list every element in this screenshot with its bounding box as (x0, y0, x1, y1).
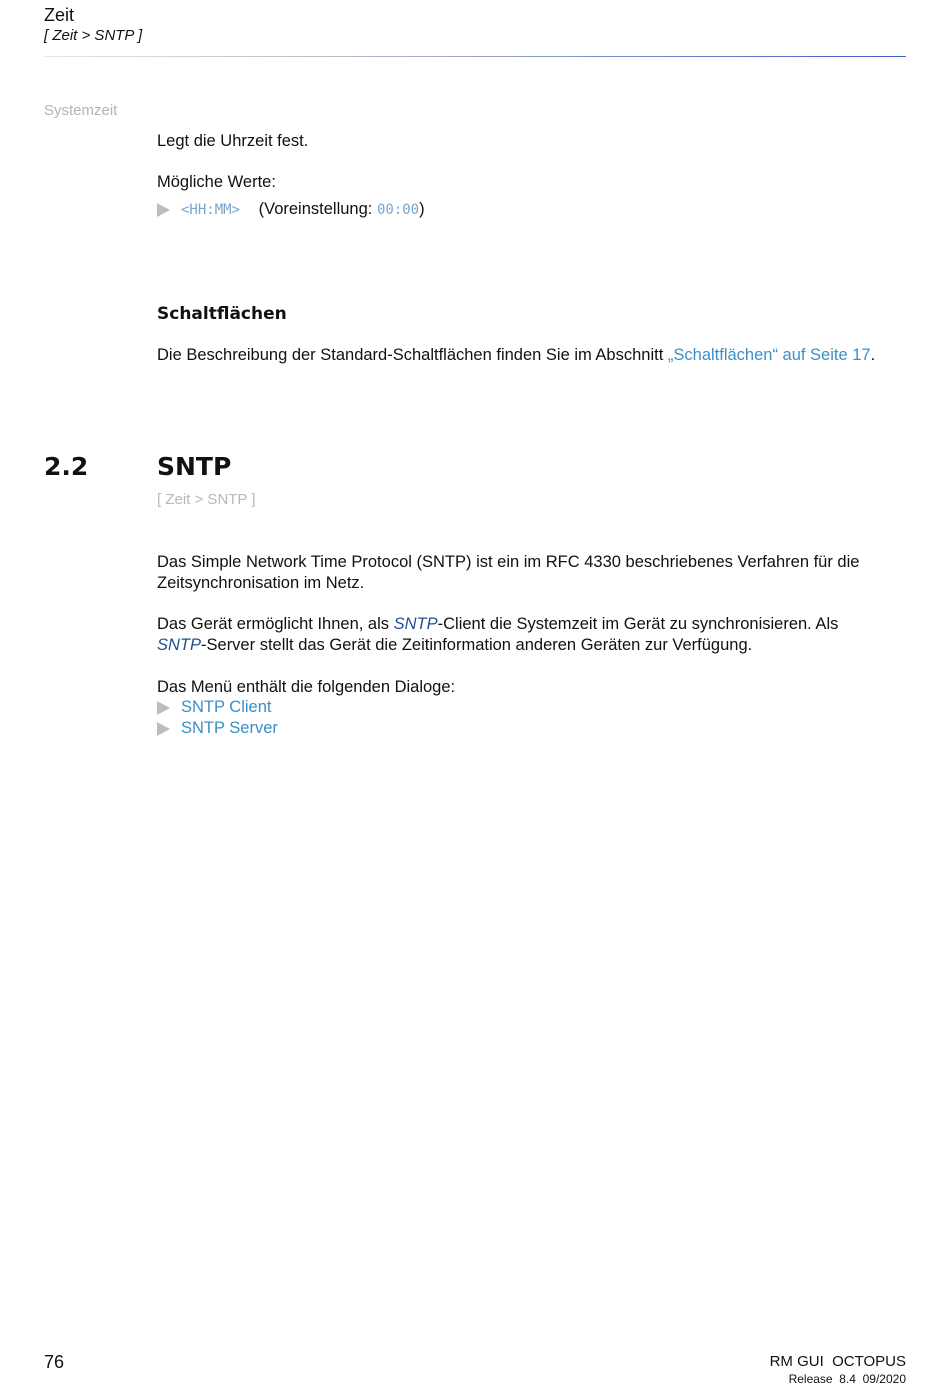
menu-intro: Das Menü enthält die folgenden Dialoge: (157, 678, 456, 696)
buttons-description (157, 345, 875, 366)
document-title: RM GUI OCTOPUS (769, 1353, 906, 1370)
sntp-server-link[interactable]: SNTP Server (181, 719, 278, 737)
buttons-heading: Schaltflächen (157, 304, 287, 324)
default-suffix: ) (419, 200, 425, 218)
possible-values-heading: Mögliche Werte: (157, 173, 276, 191)
intro-line-1: Das Simple Network Time Protocol (SNTP) ist ein im RFC 4330 beschriebenes Verfahren für die (157, 553, 860, 571)
client-server-paragraph (157, 614, 838, 656)
section-breadcrumb: [ Zeit > SNTP ] (157, 491, 256, 508)
dialog-list-item[interactable] (157, 697, 271, 718)
chapter-title: Zeit (44, 5, 75, 25)
value-format: <HH:MM> (181, 202, 241, 218)
sntp-term-link[interactable]: SNTP (157, 636, 202, 654)
release-info: Release 8.4 09/2020 (788, 1372, 906, 1386)
buttons-text-end: . (870, 346, 876, 364)
header-divider (44, 56, 906, 57)
intro-line-2: Zeitsynchronisation im Netz. (157, 574, 365, 592)
page-number: 76 (44, 1352, 65, 1372)
possible-value-item (157, 199, 425, 221)
bullet-triangle-icon (157, 722, 170, 736)
buttons-text: Die Beschreibung der Standard-Schaltflächen finden Sie im Abschnitt (157, 346, 668, 364)
para2-text-b: -Client die Systemzeit im Gerät zu synchronisieren. Als (437, 615, 839, 633)
breadcrumb: [ Zeit > SNTP ] (44, 27, 143, 44)
bullet-triangle-icon (157, 203, 170, 217)
para2-text-a: Das Gerät ermöglicht Ihnen, als (157, 615, 394, 633)
parameter-label: Systemzeit (44, 102, 118, 119)
sntp-term-link[interactable]: SNTP (393, 615, 438, 633)
buttons-reference-link[interactable]: „Schaltflächen“ auf Seite 17 (667, 346, 871, 364)
default-prefix: (Voreinstellung: (258, 200, 377, 218)
bullet-triangle-icon (157, 701, 170, 715)
sntp-client-link[interactable]: SNTP Client (181, 698, 272, 716)
para2-text-c: -Server stellt das Gerät die Zeitinformation anderen Geräten zur Verfügung. (201, 636, 753, 654)
dialog-list-item[interactable] (157, 718, 278, 739)
default-value: 00:00 (376, 202, 420, 218)
section-title: SNTP (157, 452, 232, 481)
parameter-description: Legt die Uhrzeit fest. (157, 132, 309, 150)
intro-paragraph (157, 552, 859, 594)
section-number: 2.2 (44, 452, 89, 481)
